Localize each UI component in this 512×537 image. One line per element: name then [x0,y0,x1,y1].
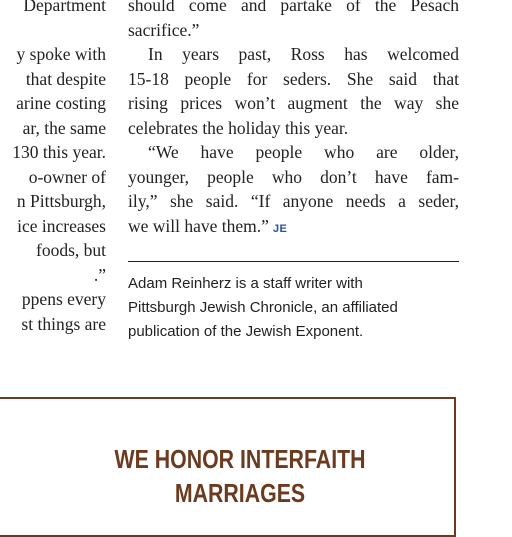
left-line: ar, the same [22,117,106,138]
left-line: st things are [21,313,106,334]
text-line: younger, people who don’t have fam- [128,166,459,187]
bio-line: publication of the Jewish Exponent. [128,323,364,340]
paragraph [128,0,459,42]
text-line: “We have people who are older, [148,142,459,162]
left-line: Department [23,0,106,15]
bio-line: Adam Reinherz is a staff writer with [128,275,363,292]
left-line: arine costing [16,93,106,113]
text-line [128,214,459,242]
article-body [128,0,459,241]
ad-headline-line: WE HONOR INTERFAITH [114,444,366,474]
text-line: rising prices won’t augment the way she [128,93,459,113]
text-line-content: we will have them.” [128,215,269,236]
text-line: celebrates the holiday this year. [128,117,349,138]
left-column-text [0,0,106,360]
author-bio [128,272,459,344]
text-line: should come and partake of the Pesach [128,0,459,15]
left-line: y spoke with [16,44,106,64]
left-line [0,18,106,43]
left-line: 130 this year. [12,142,106,162]
left-line: o-owner of [28,166,106,187]
left-line: ice increases [17,215,106,236]
left-line: n Pittsburgh, [16,191,106,211]
text-line: sacrifice.” [128,19,200,40]
left-line: .” [93,264,106,285]
text-line: ily,” she said. “If anyone needs a seder, [128,191,459,211]
left-line: that despite [25,68,106,89]
left-line: ppens every [21,289,106,309]
advertisement-headline [43,442,437,510]
paragraph [128,42,459,140]
text-line: 15-18 people for seders. She said that [128,68,459,89]
signoff-mark: JE [272,222,288,235]
text-line: In years past, Ross has welcomed [148,44,459,64]
divider-rule [128,261,459,262]
left-line: foods, but [36,240,106,260]
bio-line: Pittsburgh Jewish Chronicle, an affiliated [128,299,398,316]
ad-headline-line: MARRIAGES [174,478,306,508]
paragraph [128,140,459,241]
